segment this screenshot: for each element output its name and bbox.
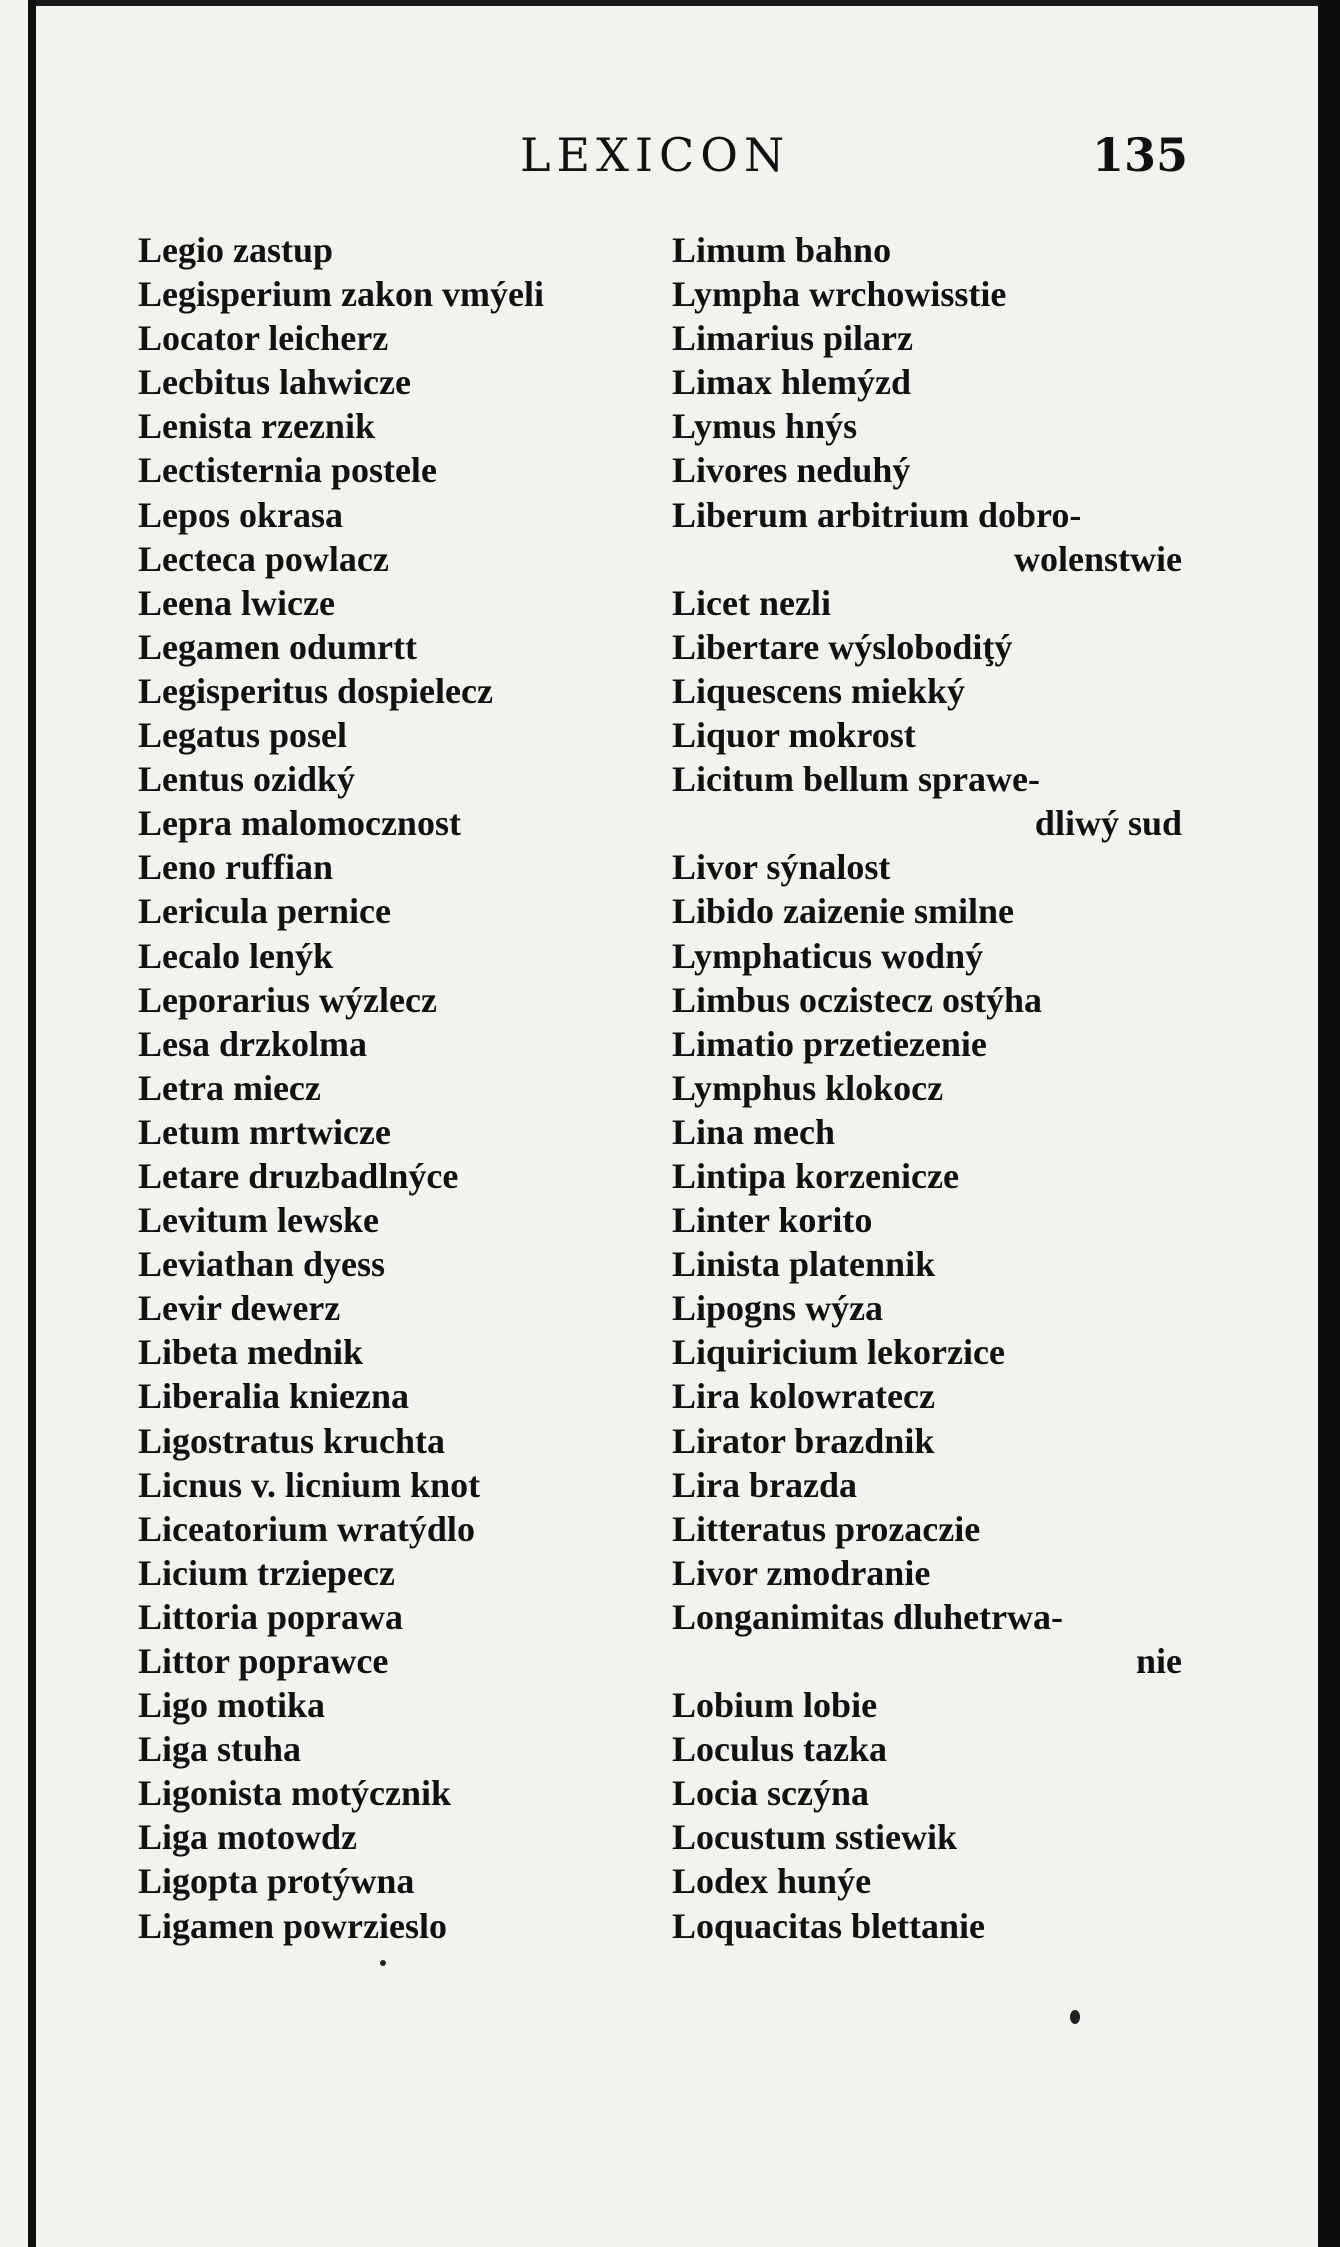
lexicon-entry (672, 1507, 1182, 1551)
lexicon-entry: Lepos okrasa (138, 494, 344, 535)
lexicon-entry (672, 934, 1182, 978)
lexicon-entry-text: Loculus tazka (672, 1729, 888, 1770)
lexicon-entry: Ligonista motýcznik (138, 1773, 452, 1814)
running-header: LEXICON (520, 128, 791, 182)
lexicon-entry (672, 1595, 1182, 1683)
lexicon-entry (672, 316, 1182, 360)
lexicon-entry: Lepra malomocznost (138, 803, 461, 844)
lexicon-entry-text: Lymphaticus wodný (672, 935, 984, 976)
lexicon-entry-text: Licitum bellum sprawe- (672, 759, 1040, 800)
lexicon-entry: Lericula pernice (138, 891, 391, 932)
lexicon-entry (672, 1463, 1182, 1507)
lexicon-entry-text: Linter korito (672, 1200, 873, 1241)
lexicon-entry (672, 845, 1182, 889)
lexicon-entry-text: Litteratus prozaczie (672, 1508, 981, 1549)
lexicon-entry-text: Livores neduhý (672, 450, 911, 491)
lexicon-entry: Locator leicherz (138, 318, 389, 359)
lexicon-entry (672, 1683, 1182, 1727)
lexicon-entry-text: Limatio przetiezenie (672, 1023, 987, 1064)
lexicon-entry: Ligo motika (138, 1685, 326, 1726)
lexicon-entry (672, 1330, 1182, 1374)
lexicon-entry (672, 757, 1182, 845)
lexicon-entry-text: Liquescens miekký (672, 670, 966, 711)
lexicon-entry: Licnus v. licnium knot (138, 1464, 481, 1505)
lexicon-entry (672, 1374, 1182, 1418)
lexicon-entry: Lecbitus lahwicze (138, 362, 411, 403)
page-left-edge (28, 0, 36, 2247)
lexicon-entry: Ligopta protýwna (138, 1861, 415, 1902)
lexicon-entry-text: Livor zmodranie (672, 1552, 931, 1593)
lexicon-entry-text: Lirator brazdnik (672, 1420, 935, 1461)
lexicon-entry-text: Locustum sstiewik (672, 1817, 958, 1858)
lexicon-entry-text: Libido zaizenie smilne (672, 891, 1014, 932)
lexicon-entry-continuation: wolenstwie (1014, 538, 1182, 579)
lexicon-entry (672, 493, 1182, 581)
lexicon-entry-text: Loquacitas blettanie (672, 1905, 986, 1946)
lexicon-entry (672, 581, 1182, 625)
lexicon-entry (672, 1022, 1182, 1066)
lexicon-entry-text: Limum bahno (672, 230, 892, 270)
lexicon-entry: Leviathan dyess (138, 1244, 386, 1285)
lexicon-right-column (672, 228, 1182, 1948)
lexicon-entry-continuation: nie (1135, 1640, 1182, 1681)
lexicon-entry (672, 1771, 1182, 1815)
lexicon-entry-text: Lympha wrchowisstie (672, 274, 1007, 315)
lexicon-entry: Levir dewerz (138, 1288, 341, 1329)
lexicon-entry-text: Lodex hunýe (672, 1861, 872, 1902)
lexicon-entry-text: Lira brazda (672, 1464, 857, 1505)
lexicon-entry-text: Lintipa korzenicze (672, 1155, 959, 1196)
lexicon-entry (672, 1066, 1182, 1110)
lexicon-entry (672, 1551, 1182, 1595)
lexicon-entry: Legatus posel (138, 715, 348, 756)
lexicon-entry-continuation: dliwý sud (1034, 803, 1182, 844)
lexicon-entry: Lecalo lenýk (138, 935, 333, 976)
lexicon-entry-text: Livor sýnalost (672, 847, 891, 888)
lexicon-entry: Leporarius wýzlecz (138, 979, 437, 1020)
lexicon-entry-text: Lobium lobie (672, 1685, 878, 1726)
lexicon-entry-text: Lymphus klokocz (672, 1067, 944, 1108)
lexicon-entry-text: Lira kolowratecz (672, 1376, 935, 1417)
lexicon-entry: Legisperitus dospielecz (138, 670, 493, 711)
lexicon-entry: Libeta mednik (138, 1332, 364, 1373)
page-number: 135 (1092, 128, 1189, 182)
lexicon-entry: Leno ruffian (138, 847, 334, 888)
lexicon-entry-text: Limbus oczistecz ostýha (672, 979, 1042, 1020)
lexicon-entry (672, 1815, 1182, 1859)
page-right-edge (1318, 0, 1340, 2247)
lexicon-left-column (138, 228, 658, 1948)
lexicon-entry-text: Limarius pilarz (672, 318, 913, 359)
lexicon-entry: Liceatorium wratýdlo (138, 1508, 475, 1549)
lexicon-entry (672, 360, 1182, 404)
lexicon-entry (672, 404, 1182, 448)
lexicon-entry: Liga stuha (138, 1729, 302, 1770)
lexicon-entry: Licium trziepecz (138, 1552, 395, 1593)
lexicon-entry: Lecteca powlacz (138, 538, 389, 579)
lexicon-entry: Letare druzbadlnýce (138, 1155, 459, 1196)
lexicon-entry-text: Lymus hnýs (672, 406, 858, 447)
lexicon-entry-text: Longanimitas dluhetrwa- (672, 1596, 1064, 1637)
lexicon-entry-text: Lipogns wýza (672, 1288, 884, 1329)
ink-speck (1070, 2010, 1080, 2024)
lexicon-entry: Lectisternia postele (138, 450, 437, 491)
lexicon-entry: Legio zastup (138, 230, 334, 270)
lexicon-entry (672, 978, 1182, 1022)
lexicon-entry (672, 1904, 1182, 1948)
lexicon-entry: Legamen odumrtt (138, 626, 417, 667)
lexicon-entry (672, 1198, 1182, 1242)
lexicon-entry: Leena lwicze (138, 582, 335, 623)
lexicon-entry: Letra miecz (138, 1067, 321, 1108)
lexicon-entry-text: Licet nezli (672, 582, 831, 623)
lexicon-entry (672, 1242, 1182, 1286)
lexicon-entry (672, 1859, 1182, 1903)
lexicon-entry (672, 713, 1182, 757)
lexicon-entry: Littoria poprawa (138, 1596, 403, 1637)
page-top-edge (28, 0, 1318, 6)
lexicon-entry-text: Liquor mokrost (672, 715, 916, 756)
lexicon-entry: Letum mrtwicze (138, 1111, 391, 1152)
lexicon-entry (672, 1154, 1182, 1198)
lexicon-entry (672, 669, 1182, 713)
lexicon-entry-text: Liquiricium lekorzice (672, 1332, 1005, 1373)
lexicon-entry: Legisperium zakon vmýeli (138, 274, 544, 315)
lexicon-entry (672, 1110, 1182, 1154)
lexicon-entry: Lenista rzeznik (138, 406, 375, 447)
lexicon-entry (672, 448, 1182, 492)
lexicon-entry: Levitum lewske (138, 1200, 379, 1241)
lexicon-entry: Littor poprawce (138, 1641, 389, 1681)
lexicon-entry: Ligostratus kruchta (138, 1420, 446, 1461)
ink-speck (380, 1960, 386, 1966)
lexicon-entry (672, 272, 1182, 316)
lexicon-entry (672, 1286, 1182, 1330)
lexicon-entry: Liga motowdz (138, 1817, 357, 1858)
lexicon-entry: Lesa drzkolma (138, 1023, 367, 1064)
lexicon-entry (672, 625, 1182, 669)
lexicon-entry: Liberalia kniezna (138, 1376, 410, 1417)
lexicon-entry (672, 228, 1182, 272)
lexicon-entry-text: Limax hlemýzd (672, 362, 911, 403)
lexicon-entry: Ligamen powrzieslo (138, 1905, 447, 1946)
lexicon-entry-text: Lina mech (672, 1111, 836, 1152)
lexicon-entry (672, 1419, 1182, 1463)
lexicon-entry-text: Locia sczýna (672, 1773, 869, 1814)
lexicon-entry-text: Linista platennik (672, 1244, 936, 1285)
lexicon-entry (672, 1727, 1182, 1771)
lexicon-entry: Lentus ozidký (138, 759, 356, 800)
lexicon-entry-text: Libertare wýslobodiţý (672, 626, 1013, 667)
lexicon-entry-text: Liberum arbitrium dobro- (672, 494, 1082, 535)
lexicon-entry (672, 889, 1182, 933)
